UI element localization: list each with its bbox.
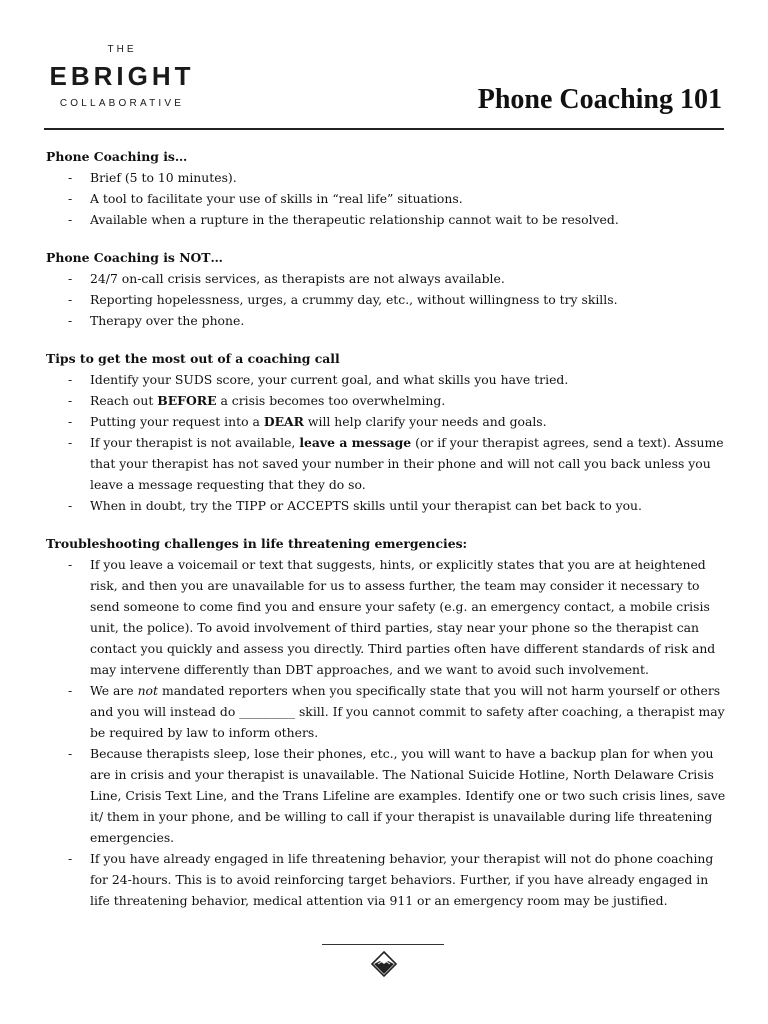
- document-body: [46, 147, 726, 929]
- dash-marker: -: [68, 292, 73, 307]
- dash-marker: -: [68, 435, 73, 450]
- dash-marker: -: [68, 683, 73, 698]
- section-title: Phone Coaching is…: [46, 149, 188, 164]
- list-item: - Available when a rupture in the therapeutic relationship cannot wait to be resolved.: [46, 209, 726, 230]
- list-item: - Putting your request into a DEAR will help clarify your needs and goals.: [46, 411, 726, 432]
- list-item: - Therapy over the phone.: [46, 310, 726, 331]
- dash-marker: -: [68, 170, 73, 185]
- diamond-logo-icon: [371, 951, 397, 977]
- list-item: - Brief (5 to 10 minutes).: [46, 167, 726, 188]
- list-item: - 24/7 on-call crisis services, as therapists are not always available.: [46, 268, 726, 289]
- list-item: - If you leave a voicemail or text that suggests, hints, or explicitly states that you are at heightened risk, and then you are unavailable for us to assess further, the team may consider it necessary to send someone to come find you and ensure your safety (e.g. an emergency contact, a mobile crisis unit, the police). To avoid involvement of third parties, stay near your phone so the therapist can contact you quickly and assess you directly. Third parties often have different standards of risk and may intervene differently than DBT approaches, and we want to avoid such involvement.: [46, 554, 726, 680]
- list-item: - A tool to facilitate your use of skills in “real life” situations.: [46, 188, 726, 209]
- logo-wordmark: EBRIGHT: [49, 61, 195, 91]
- dash-marker: -: [68, 414, 73, 429]
- dash-marker: -: [68, 498, 73, 513]
- footer-divider: [322, 944, 444, 945]
- list-item: - Identify your SUDS score, your current goal, and what skills you have tried.: [46, 369, 726, 390]
- section-title: Tips to get the most out of a coaching call: [46, 351, 340, 366]
- bullet-list: [46, 369, 726, 516]
- bullet-list: [46, 268, 726, 331]
- section-is: [46, 147, 726, 230]
- section-troubleshooting: [46, 534, 726, 911]
- list-item: - We are not mandated reporters when you specifically state that you will not harm yourself or others and you will instead do _________ skill. If you cannot commit to safety after coaching, a therapist may be required by law to inform others.: [46, 680, 726, 743]
- section-tips: [46, 349, 726, 516]
- list-item: - Reporting hopelessness, urges, a crummy day, etc., without willingness to try skills.: [46, 289, 726, 310]
- section-is-not: [46, 248, 726, 331]
- bullet-list: [46, 167, 726, 230]
- list-item: - Because therapists sleep, lose their phones, etc., you will want to have a backup plan for when you are in crisis and your therapist is unavailable. The National Suicide Hotline, North Delaware Crisis Line, Crisis Text Line, and the Trans Lifeline are examples. Identify one or two such crisis lines, save it/ them in your phone, and be willing to call if your therapist is unavailable during life threatening emergencies.: [46, 743, 726, 848]
- dash-marker: -: [68, 557, 73, 572]
- list-item: - If you have already engaged in life threatening behavior, your therapist will not do phone coaching for 24-hours. This is to avoid reinforcing target behaviors. Further, if you have already engaged in life threatening behavior, medical attention via 911 or an emergency room may be justified.: [46, 848, 726, 911]
- page-title: Phone Coaching 101: [477, 84, 722, 115]
- dash-marker: -: [68, 372, 73, 387]
- logo-subtitle: COLLABORATIVE: [59, 98, 185, 109]
- list-item: - Reach out BEFORE a crisis becomes too overwhelming.: [46, 390, 726, 411]
- list-item: - If your therapist is not available, leave a message (or if your therapist agrees, send a text). Assume that your therapist has not saved your number in their phone and will not call you back unless you leave a message requesting that they do so.: [46, 432, 726, 495]
- dash-marker: -: [68, 313, 73, 328]
- dash-marker: -: [68, 746, 73, 761]
- bullet-list: [46, 554, 726, 911]
- dash-marker: -: [68, 212, 73, 227]
- brand-logo: [44, 44, 200, 110]
- list-item: - When in doubt, try the TIPP or ACCEPTS skills until your therapist can bet back to you.: [46, 495, 726, 516]
- dash-marker: -: [68, 393, 73, 408]
- dash-marker: -: [68, 191, 73, 206]
- dash-marker: -: [68, 851, 73, 866]
- section-title: Phone Coaching is NOT…: [46, 250, 223, 265]
- header-divider: [44, 128, 724, 130]
- logo-the: THE: [107, 44, 137, 55]
- dash-marker: -: [68, 271, 73, 286]
- section-title: Troubleshooting challenges in life threatening emergencies:: [46, 536, 468, 551]
